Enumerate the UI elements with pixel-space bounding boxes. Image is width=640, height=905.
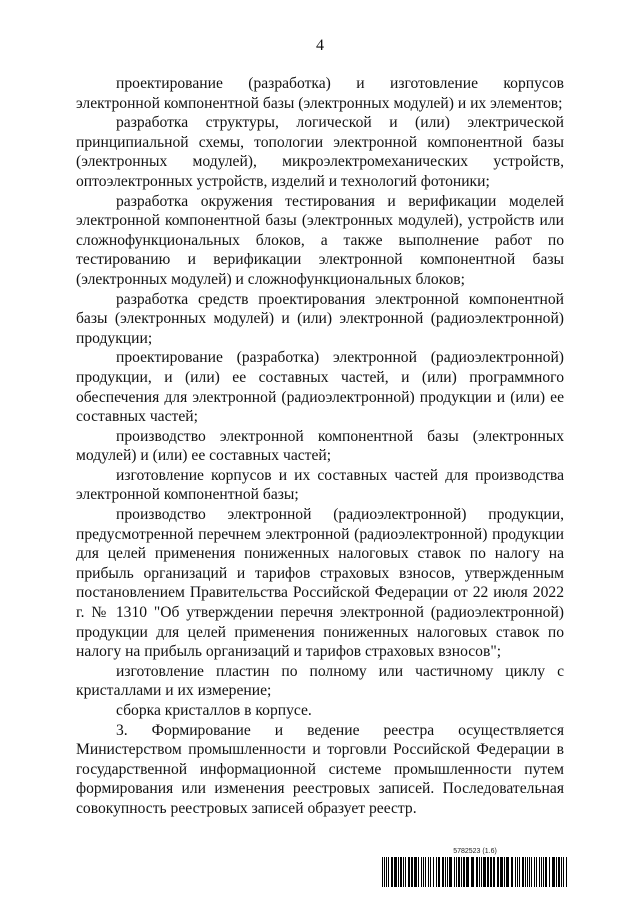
paragraph-product-production: производство электронной (радиоэлектронной) продукции, предусмотренной перечнем электронной (радиоэлектронной) продукции для целей применения пониженных налоговых ставок по налогу на прибыль организаций и тарифов страховых взносов, утвержденным постановлением Правительства Российской Федерации от 22 июля 2022 г. № 1310 "Об утверждении перечня электронной (радиоэлектронной) продукции для целей применения пониженных налоговых ставок по налогу на прибыль организаций и тарифов страховых взносов"; [76, 506, 564, 661]
paragraph-design-tools: разработка средств проектирования электронной компонентной базы (электронных модулей) и (или) электронной (радиоэлектронной) продукции; [76, 290, 564, 347]
paragraph-wafer-manufacturing: изготовление пластин по полному или частичному циклу с кристаллами и их измерение; [76, 662, 564, 700]
paragraph-testing-verification: разработка окружения тестирования и верификации моделей электронной компонентной базы (электронных модулей), устройств или сложнофункциональных блоков, а также выполнение работ по тестированию и верификации электронной компонентной базы (электронных модулей) и сложнофункциональных блоков; [76, 192, 564, 288]
paragraph-product-design: проектирование (разработка) электронной (радиоэлектронной) продукции, и (или) ее составных частей, и (или) программного обеспечения для электронной (радиоэлектронной) продукции и (или) ее составных частей; [76, 349, 564, 426]
barcode-label: 5782523 (1.6) [453, 848, 497, 855]
paragraph-component-production: производство электронной компонентной базы (электронных модулей) и (или) ее составных частей; [76, 427, 564, 465]
document-body [76, 74, 564, 819]
paragraph-registry-clause-3: 3. Формирование и ведение реестра осуществляется Министерством промышленности и торговли Российской Федерации в государственной информационной системе промышленности путем формирования или изменения реестровых записей. Последовательная совокупность реестровых записей образует реестр. [76, 721, 564, 817]
paragraph-crystal-assembly: сборка кристаллов в корпусе. [116, 702, 312, 719]
page-number: 4 [316, 37, 324, 54]
document-barcode [382, 848, 568, 888]
paragraph-corpus-design: проектирование (разработка) и изготовление корпусов электронной компонентной базы (электронных модулей) и их элементов; [76, 75, 564, 112]
paragraph-structure-development: разработка структуры, логической и (или) электрической принципиальной схемы, топологии электронной компонентной базы (электронных модулей), микроэлектромеханических устройств, оптоэлектронных устройств, изделий и технологий фотоники; [76, 114, 564, 190]
paragraph-corpus-manufacturing: изготовление корпусов и их составных частей для производства электронной компонентной базы; [76, 466, 564, 504]
barcode-icon [382, 857, 568, 887]
